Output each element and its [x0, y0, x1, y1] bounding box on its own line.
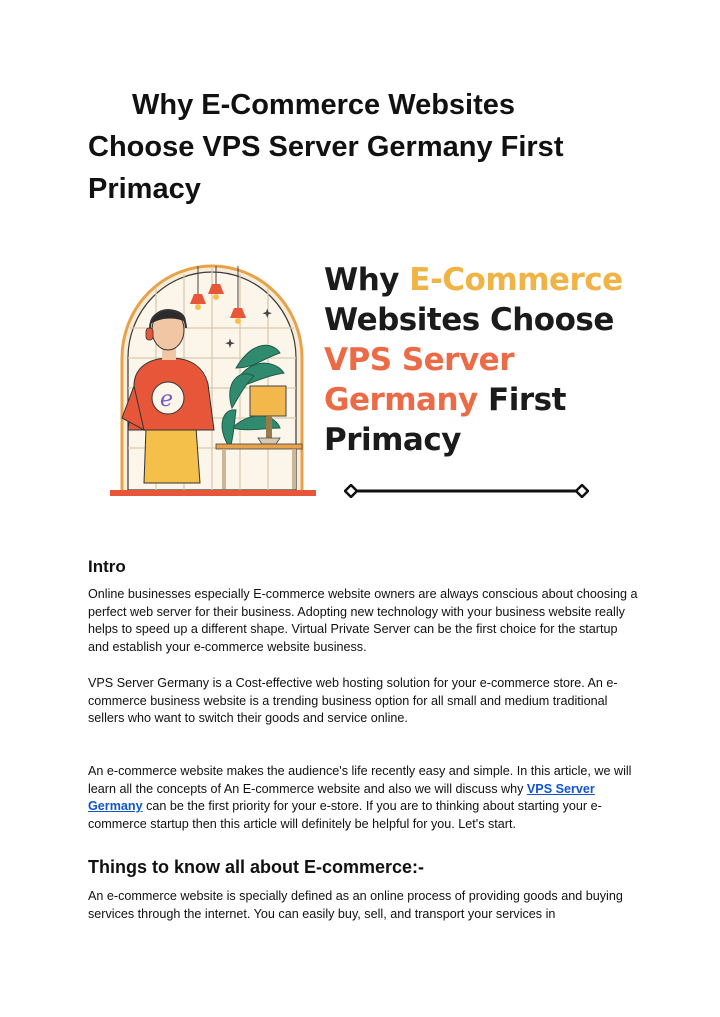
- intro-paragraph-1: Online businesses especially E-commerce website owners are always conscious about choosing a perfect web server for their business. Adopting new technology with your business website really helps to speed up a different shape. Virtual Private Server can be the first choice for the startup and establish your e-commerce website business.: [88, 587, 638, 654]
- intro-paragraph-3: [88, 763, 638, 833]
- things-paragraph-1: An e-commerce website is specially defined as an online process of providing goods and buying services through the internet. You can easily buy, sell, and transport your services in: [88, 889, 623, 921]
- things-heading: Things to know all about E-commerce:-: [88, 857, 425, 877]
- hero-headline: [324, 260, 644, 460]
- hero-line-3: VPS Server: [324, 342, 514, 378]
- hero-line-1b: E-Commerce: [409, 262, 623, 298]
- hero-line-5: Primacy: [324, 422, 461, 458]
- intro-paragraph-3-end: can be the first priority for your e-store. If you are to thinking about starting your e-commerce startup then this article will definitely be helpful for you. Let's start.: [88, 799, 602, 831]
- title-line-2: Choose VPS Server Germany First: [88, 131, 564, 163]
- intro-heading: Intro: [88, 557, 126, 576]
- title-line-1: Why E-Commerce Websites: [132, 89, 516, 121]
- intro-paragraph-2: VPS Server Germany is a Cost-effective web hosting solution for your e-commerce store. An e-commerce business website is a trending business option for all small and medium traditional sellers who want to switch their goods and service online.: [88, 676, 618, 725]
- intro-paragraph-3-start: An e-commerce website makes the audience's life recently easy and simple. In this article, we will learn all the concepts of An E-commerce website and also we will discuss why: [88, 764, 632, 796]
- title-line-3: Primacy: [88, 173, 201, 205]
- hero-line-1a: Why: [324, 262, 410, 298]
- diamond-divider-icon: [344, 484, 589, 498]
- page-title: [88, 84, 648, 210]
- person-with-headset-ecommerce-illustration: [104, 258, 324, 503]
- hero-line-4b: First: [477, 382, 566, 418]
- vps-server-germany-link[interactable]: VPS Server Germany: [88, 781, 595, 813]
- hero-line-2: Websites Choose: [324, 302, 614, 338]
- svg-text:e: e: [160, 387, 174, 412]
- hero-line-4a: Germany: [324, 382, 478, 418]
- hero-banner: [104, 258, 634, 508]
